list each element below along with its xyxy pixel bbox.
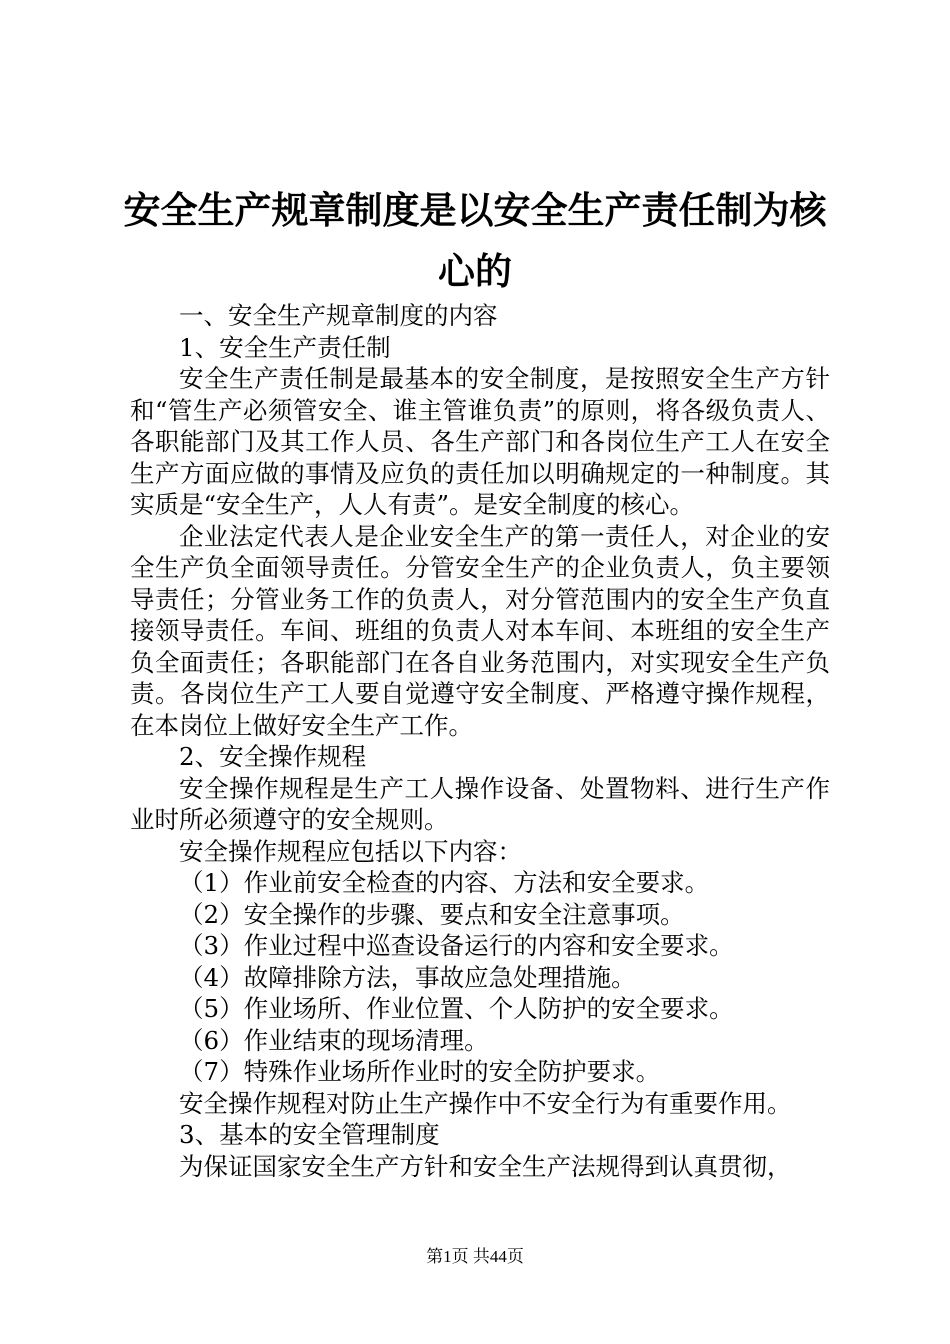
body-paragraph: 安全操作规程是生产工人操作设备、处置物料、进行生产作业时所必须遵守的安全规则。 bbox=[130, 773, 830, 834]
body-paragraph: 企业法定代表人是企业安全生产的第一责任人，对企业的安全生产负全面领导责任。分管安全生产的企业负责人，负主要领导责任；分管业务工作的负责人，对分管范围内的安全生产负直接领导责任。车间、班组的负责人对本车间、本班组的安全生产负全面责任；各职能部门在各自业务范围内，对实现安全生产负责。各岗位生产工人要自觉遵守安全制度、严格遵守操作规程，在本岗位上做好安全生产工作。 bbox=[130, 521, 830, 740]
body-paragraph: 安全操作规程对防止生产操作中不安全行为有重要作用。 bbox=[179, 1088, 792, 1118]
list-item: （7）特殊作业场所作业时的安全防护要求。 bbox=[179, 1057, 661, 1086]
document-title: 安全生产规章制度是以安全生产责任制为核心的 bbox=[123, 189, 827, 293]
body-paragraph: 为保证国家安全生产方针和安全生产法规得到认真贯彻， bbox=[179, 1151, 792, 1181]
list-item: （4）故障排除方法，事故应急处理措施。 bbox=[179, 962, 636, 992]
subsection-heading: 2、安全操作规程 bbox=[179, 742, 367, 771]
section-heading: 一、安全生产规章制度的内容 bbox=[179, 301, 498, 330]
subsection-heading: 3、基本的安全管理制度 bbox=[179, 1120, 440, 1149]
subsection-heading: 1、安全生产责任制 bbox=[179, 332, 391, 362]
list-item: （1）作业前安全检查的内容、方法和安全要求。 bbox=[179, 868, 710, 897]
page-footer: 第1页 共44页 bbox=[426, 1247, 524, 1266]
body-paragraph: 安全生产责任制是最基本的安全制度，是按照安全生产方针和“管生产必须管安全、谁主管谁负责”的原则，将各级负责人、各职能部门及其工作人员、各生产部门和各岗位生产工人在安全生产方面应做的事情及应负的责任加以明确规定的一种制度。其实质是“安全生产，人人有责”。是安全制度的核心。 bbox=[130, 364, 830, 519]
list-item: （3）作业过程中巡查设备运行的内容和安全要求。 bbox=[179, 931, 734, 960]
document-body bbox=[130, 300, 830, 1182]
list-item: （6）作业结束的现场清理。 bbox=[179, 1025, 489, 1055]
list-item: （5）作业场所、作业位置、个人防护的安全要求。 bbox=[179, 994, 734, 1023]
list-item: （2）安全操作的步骤、要点和安全注意事项。 bbox=[179, 899, 685, 929]
body-paragraph: 安全操作规程应包括以下内容： bbox=[179, 836, 522, 866]
